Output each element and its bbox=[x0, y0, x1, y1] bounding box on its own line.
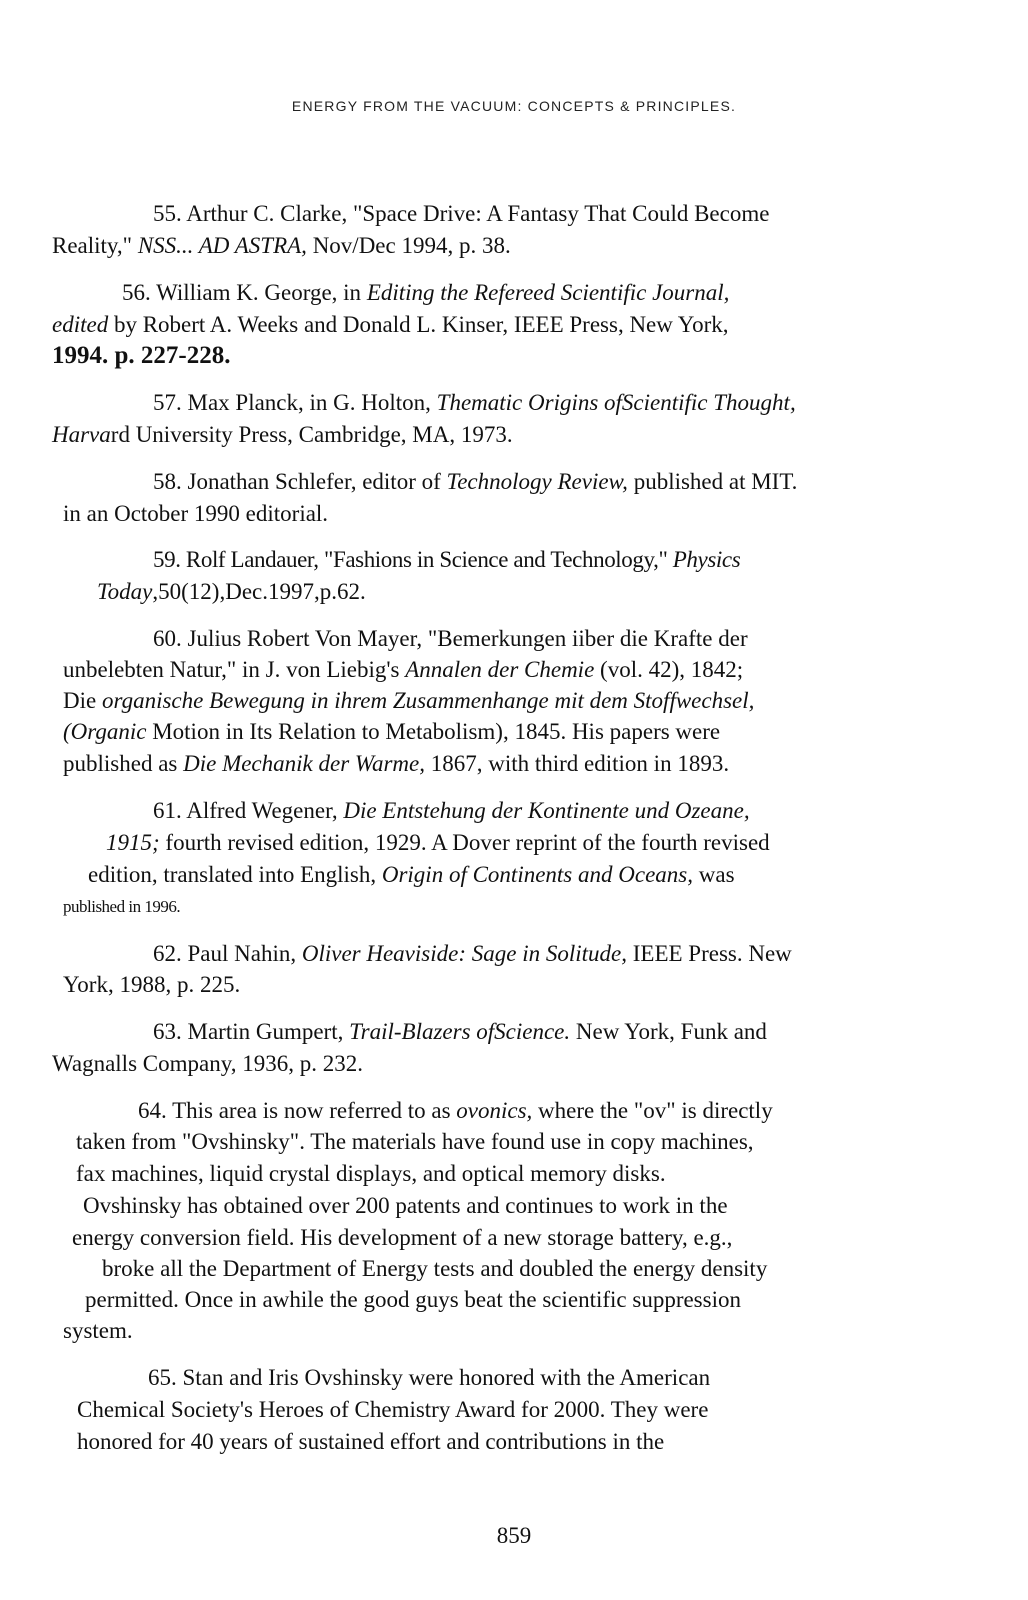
text: published at MIT. bbox=[627, 469, 798, 494]
text: 57. Max Planck, in G. Holton, bbox=[153, 390, 437, 415]
text: Motion in Its Relation to Metabolism), 1845. His papers were bbox=[146, 719, 721, 744]
note-56-line-1 bbox=[122, 279, 729, 307]
note-64-line-4: Ovshinsky has obtained over 200 patents and continues to work in the bbox=[83, 1193, 728, 1218]
note-64-line-3: fax machines, liquid crystal displays, and optical memory disks. bbox=[76, 1161, 666, 1186]
text: 1915; bbox=[106, 830, 160, 855]
text: where the "ov" is directly bbox=[532, 1098, 773, 1123]
text: 62. Paul Nahin, bbox=[153, 941, 302, 966]
text: 1867, with third edition in 1893. bbox=[424, 751, 730, 776]
text: by Robert A. Weeks and Donald L. Kinser, IEEE Press, New York, bbox=[108, 312, 729, 337]
note-63-line-2: Wagnalls Company, 1936, p. 232. bbox=[52, 1051, 363, 1076]
note-61-line-4: published in 1996. bbox=[63, 897, 181, 916]
note-56-line-2 bbox=[52, 311, 728, 339]
book-title: Trail-Blazers ofScience. bbox=[349, 1019, 571, 1044]
text: 59. Rolf Landauer, "Fashions in Science and Technology," bbox=[153, 547, 673, 572]
text: edition, translated into English, bbox=[88, 862, 382, 887]
note-61-line-3 bbox=[88, 861, 735, 889]
text: ,50(12),Dec.1997,p.62. bbox=[152, 579, 366, 604]
note-65-line-3: honored for 40 years of sustained effort and contributions in the bbox=[77, 1429, 665, 1454]
note-59-line-1 bbox=[153, 546, 740, 574]
note-60-line-3 bbox=[63, 687, 754, 715]
journal-title: Technology Review, bbox=[446, 469, 628, 494]
text: published as bbox=[63, 751, 184, 776]
page-number: 859 bbox=[496, 1523, 532, 1548]
journal-title: Physics bbox=[672, 547, 741, 572]
text: Harva bbox=[52, 422, 111, 447]
note-62-line-1 bbox=[153, 940, 792, 968]
text: was bbox=[693, 862, 735, 887]
book-title: Die Mechanik der Warme, bbox=[183, 751, 425, 776]
note-57-line-1 bbox=[153, 389, 796, 417]
note-55-line-1: 55. Arthur C. Clarke, "Space Drive: A Fantasy That Could Become bbox=[153, 201, 770, 226]
text: unbelebten Natur," in J. von Liebig's bbox=[63, 657, 406, 682]
text: New York, Funk and bbox=[570, 1019, 767, 1044]
text: Nov/Dec 1994, p. 38. bbox=[306, 233, 511, 258]
note-57-line-2 bbox=[52, 421, 513, 449]
note-64-line-1 bbox=[138, 1097, 773, 1125]
note-65-line-2: Chemical Society's Heroes of Chemistry Award for 2000. They were bbox=[77, 1397, 709, 1422]
text: Die bbox=[63, 688, 102, 713]
note-62-line-2: York, 1988, p. 225. bbox=[63, 972, 241, 997]
book-title: Oliver Heaviside: Sage in Solitude, bbox=[301, 941, 627, 966]
note-64-line-6: broke all the Department of Energy tests and doubled the energy density bbox=[102, 1256, 768, 1281]
text: 61. Alfred Wegener, bbox=[153, 798, 344, 823]
running-header: ENERGY FROM THE VACUUM: CONCEPTS & PRINCIPLES. bbox=[291, 98, 737, 114]
note-64-line-5: energy conversion field. His development of a new storage battery, e.g., bbox=[72, 1225, 733, 1250]
note-59-line-2 bbox=[97, 578, 366, 606]
note-60-line-2 bbox=[63, 656, 743, 684]
book-title: organische Bewegung in ihrem Zusammenhange mit dem Stoffwechsel, bbox=[101, 688, 755, 713]
text: 63. Martin Gumpert, bbox=[153, 1019, 350, 1044]
text: (vol. 42), 1842; bbox=[594, 657, 744, 682]
note-61-line-1 bbox=[153, 797, 750, 825]
note-56-line-3: 1994. p. 227-228. bbox=[52, 342, 231, 369]
book-title: Editing the Refereed Scientific Journal, bbox=[366, 280, 730, 305]
note-60-line-1: 60. Julius Robert Von Mayer, "Bemerkungen iiber die Krafte der bbox=[153, 626, 748, 651]
book-title: Origin of Continents and Oceans, bbox=[381, 862, 693, 887]
book-title: Die Entstehung der Kontinente und Ozeane, bbox=[343, 798, 750, 823]
note-65-line-1: 65. Stan and Iris Ovshinsky were honored with the American bbox=[148, 1365, 711, 1390]
journal-title: NSS... AD ASTRA, bbox=[137, 233, 307, 258]
journal-title: Today bbox=[97, 579, 153, 604]
note-60-line-5 bbox=[63, 750, 729, 778]
note-55-line-2 bbox=[52, 232, 511, 260]
note-58-line-2: in an October 1990 editorial. bbox=[63, 501, 329, 526]
text: fourth revised edition, 1929. A Dover reprint of the fourth revised bbox=[159, 830, 770, 855]
note-61-line-2 bbox=[106, 829, 770, 857]
journal-title: Annalen der Chemie bbox=[405, 657, 595, 682]
note-64-line-7: permitted. Once in awhile the good guys beat the scientific suppression bbox=[85, 1287, 741, 1312]
note-60-line-4 bbox=[63, 718, 720, 746]
book-title: Thematic Origins ofScientific Thought, bbox=[436, 390, 796, 415]
text: edited bbox=[52, 312, 109, 337]
text: 58. Jonathan Schlefer, editor of bbox=[153, 469, 447, 494]
text: IEEE Press. New bbox=[626, 941, 792, 966]
term: ovonics, bbox=[456, 1098, 533, 1123]
note-64-line-8: system. bbox=[63, 1318, 133, 1343]
note-64-line-2: taken from "Ovshinsky". The materials have found use in copy machines, bbox=[76, 1129, 754, 1154]
text: 64. This area is now referred to as bbox=[138, 1098, 457, 1123]
text: 56. William K. George, in bbox=[122, 280, 367, 305]
note-63-line-1 bbox=[153, 1018, 767, 1046]
text: rd University Press, Cambridge, MA, 1973. bbox=[110, 422, 513, 447]
text: Reality," bbox=[52, 233, 138, 258]
text: (Organic bbox=[63, 719, 147, 744]
note-58-line-1 bbox=[153, 468, 797, 496]
